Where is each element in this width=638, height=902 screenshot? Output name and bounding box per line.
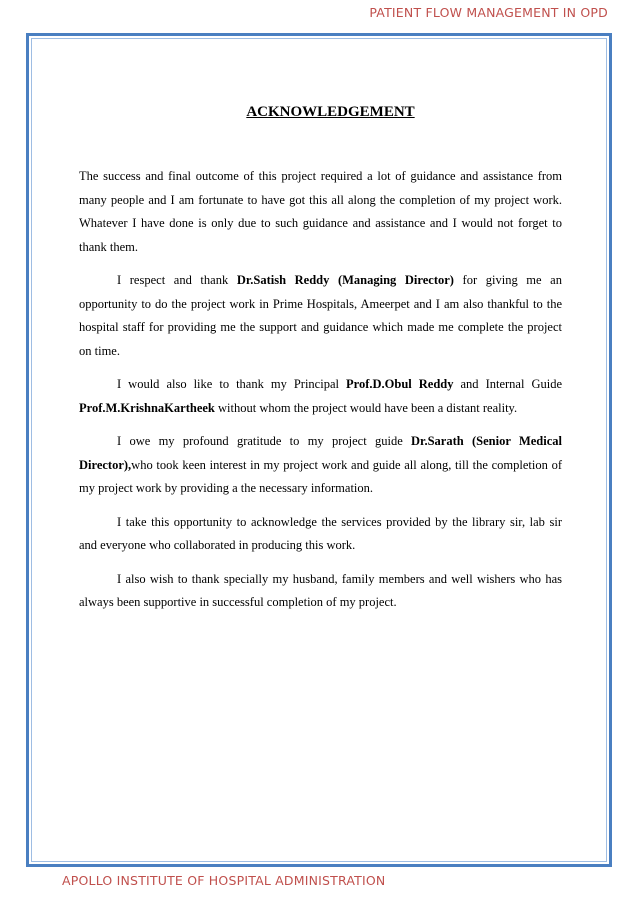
running-footer: APOLLO INSTITUTE OF HOSPITAL ADMINISTRATION (62, 873, 386, 888)
paragraph-2 (79, 269, 562, 363)
paragraph-5: I take this opportunity to acknowledge the services provided by the library sir, lab sir and everyone who collaborated in producing this work. (79, 514, 562, 552)
paragraph-6: I also wish to thank specially my husband, family members and well wishers who has always been supportive in successful completion of my project. (79, 571, 562, 609)
document-body (79, 104, 562, 625)
principal-name: Prof.D.Obul Reddy (346, 377, 454, 391)
paragraph-2-text-a: I respect and thank (117, 273, 237, 287)
project-guide-name: Dr.Sarath (Senior Medical Director), (79, 434, 562, 472)
paragraph-4 (79, 430, 562, 501)
page-title: ACKNOWLEDGEMENT (246, 104, 415, 120)
paragraph-3-text-e: without whom the project would have been a distant reality. (214, 400, 518, 415)
paragraph-1: The success and final outcome of this project required a lot of guidance and assistance from many people and I am fortunate to have got this all along the completion of my project work. Whatever I have done is only due to such guidance and assistance and I would not forget to thank them. (79, 169, 562, 254)
paragraph-4-text-a: I owe my profound gratitude to my project guide (117, 434, 412, 448)
internal-guide-name: Prof.M.KrishnaKartheek (79, 400, 215, 415)
paragraph-3 (79, 373, 562, 420)
paragraph-2-text-c: for giving me an opportunity to do the project work in Prime Hospitals, Ameerpet and I am also thankful to the hospital staff for providing me the support and guidance which made me complete the project on time. (79, 273, 562, 358)
paragraph-3-text-c: and Internal Guide (453, 377, 563, 391)
paragraph-4-text-c: who took keen interest in my project work and guide all along, till the completion of my project work by providing a the necessary information. (79, 457, 562, 495)
running-header: PATIENT FLOW MANAGEMENT IN OPD (369, 5, 608, 20)
managing-director-name: Dr.Satish Reddy (Managing Director) (236, 273, 454, 287)
paragraph-3-text-a: I would also like to thank my Principal (117, 377, 346, 391)
